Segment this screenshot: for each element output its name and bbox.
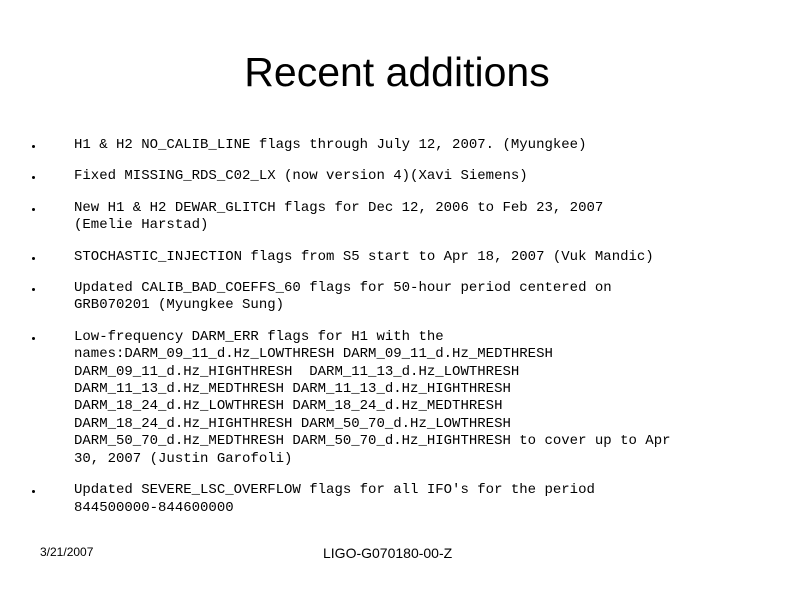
footer-document-id: LIGO-G070180-00-Z <box>323 545 453 561</box>
additions-list <box>30 137 760 517</box>
list-item: Updated CALIB_BAD_COEFFS_60 flags for 50-hour period centered on GRB070201 (Myungkee Sung) <box>30 280 760 315</box>
list-item: Low-frequency DARM_ERR flags for H1 with the names:DARM_09_11_d.Hz_LOWTHRESH DARM_09_11_d.Hz_MEDTHRESH DARM_09_11_d.Hz_HIGHTHRESH DARM_11_13_d.Hz_LOWTHRESH DARM_11_13_d.Hz_MEDTHRESH DARM_11_13_d.Hz_HIGHTHRESH DARM_18_24_d.Hz_LOWTHRESH DARM_18_24_d.Hz_MEDTHRESH DARM_18_24_d.Hz_HIGHTHRESH DARM_50_70_d.Hz_LOWTHRESH DARM_50_70_d.Hz_MEDTHRESH DARM_50_70_d.Hz_HIGHTHRESH to cover up to Apr 30, 2007 (Justin Garofoli) <box>30 329 760 468</box>
list-item: New H1 & H2 DEWAR_GLITCH flags for Dec 12, 2006 to Feb 23, 2007 (Emelie Harstad) <box>30 200 760 235</box>
list-item: Updated SEVERE_LSC_OVERFLOW flags for all IFO's for the period 844500000-844600000 <box>30 482 760 517</box>
list-item: H1 & H2 NO_CALIB_LINE flags through July 12, 2007. (Myungkee) <box>30 137 760 154</box>
page-title: Recent additions <box>244 49 550 95</box>
list-item: STOCHASTIC_INJECTION flags from S5 start to Apr 18, 2007 (Vuk Mandic) <box>30 249 760 266</box>
list-item: Fixed MISSING_RDS_C02_LX (now version 4)(Xavi Siemens) <box>30 168 760 185</box>
footer-date: 3/21/2007 <box>40 545 94 559</box>
